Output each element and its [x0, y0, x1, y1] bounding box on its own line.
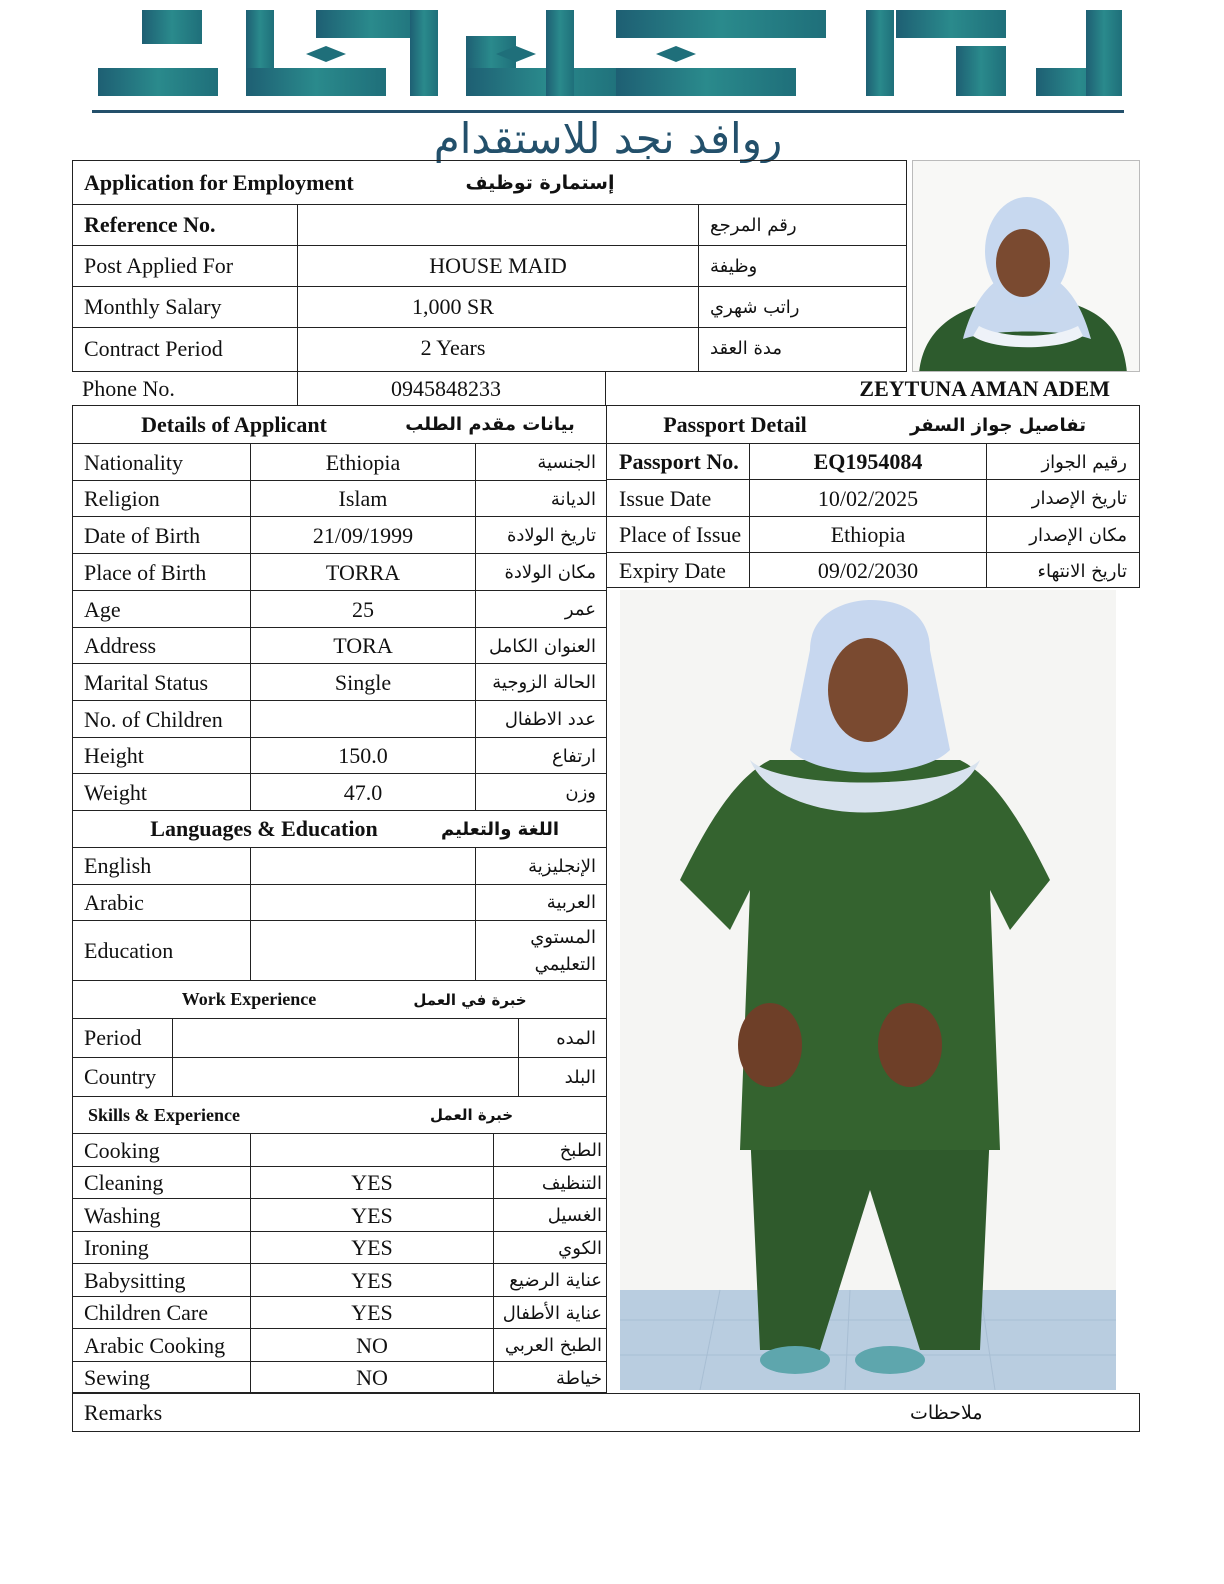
detail-label: Place of Birth: [84, 559, 207, 585]
applicant-portrait-photo: [912, 160, 1140, 372]
post-label: Post Applied For: [84, 253, 234, 278]
skill-label: Washing: [84, 1202, 161, 1228]
detail-label: Height: [84, 743, 144, 768]
applicant-name: ZEYTUNA AMAN ADEM: [859, 375, 1110, 401]
detail-value: 25: [352, 596, 374, 622]
detail-label: Address: [84, 633, 157, 658]
contract-label: Contract Period: [84, 336, 223, 361]
salary-label: Monthly Salary: [84, 294, 222, 319]
detail-label: Nationality: [84, 449, 183, 475]
skill-label-ar: الكوي: [558, 1237, 602, 1259]
detail-value: [251, 701, 475, 738]
detail-label-ar: مكان الولادة: [504, 562, 596, 583]
detail-value: 150.0: [338, 743, 388, 768]
english-value: [251, 848, 475, 884]
detail-value: Ethiopia: [325, 449, 401, 475]
period-label-ar: المده: [556, 1027, 596, 1049]
skill-label: Arabic Cooking: [84, 1332, 226, 1358]
skill-label-ar: التنظيف: [541, 1172, 602, 1194]
detail-value: TORRA: [325, 559, 401, 585]
skill-label-ar: الطبخ: [559, 1140, 602, 1161]
phone-label: Phone No.: [82, 375, 175, 401]
detail-label-ar: تاريخ الولادة: [506, 525, 596, 546]
skill-label: Cooking: [84, 1137, 160, 1163]
education-label-ar-line1: المستوي: [530, 927, 596, 948]
details-title-ar: بيانات مقدم الطلب: [405, 414, 575, 435]
detail-label: No. of Children: [84, 706, 223, 732]
detail-label-ar: الجنسية: [537, 452, 596, 473]
education-label-ar: [476, 921, 606, 980]
passport-value: 10/02/2025: [817, 485, 919, 511]
passport-value: EQ1954084: [813, 449, 923, 474]
english-label: English: [84, 853, 152, 878]
country-label-ar: البلد: [564, 1066, 596, 1088]
english-label-ar: الإنجليزية: [528, 855, 596, 877]
skill-label: Sewing: [84, 1365, 150, 1390]
work-title-ar: خبرة في العمل: [413, 990, 527, 1009]
skill-value: YES: [351, 1235, 393, 1260]
salary-value: 1,000 SR: [412, 294, 494, 319]
detail-label-ar: الحالة الزوجية: [492, 672, 596, 693]
detail-label: Religion: [84, 486, 160, 511]
passport-title-ar: تفاصيل جواز السفر: [910, 414, 1087, 436]
skill-label: Cleaning: [84, 1170, 164, 1195]
passport-label-ar: رقيم الجواز: [1041, 451, 1127, 473]
contract-label-ar: مدة العقد: [710, 337, 782, 359]
reference-value: [298, 205, 698, 245]
passport-label-ar: تاريخ الانتهاء: [1037, 560, 1127, 582]
arabic-label: Arabic: [84, 889, 144, 915]
languages-title-ar: اللغة والتعليم: [440, 818, 560, 840]
detail-label-ar: ارتفاع: [551, 745, 596, 767]
detail-label-ar: وزن: [565, 782, 596, 803]
applicant-full-body-photo: [620, 590, 1116, 1390]
agency-logo: [96, 6, 1124, 98]
remarks-label: Remarks: [84, 1399, 163, 1425]
passport-title-en: Passport Detail: [663, 412, 807, 437]
detail-value: TORA: [333, 633, 393, 658]
arabic-label-ar: العربية: [546, 892, 596, 913]
skills-title-en: Skills & Experience: [88, 1104, 240, 1125]
form-title-ar: إستمارة توظيف: [465, 172, 615, 194]
contract-value: 2 Years: [420, 335, 486, 360]
detail-label: Date of Birth: [84, 522, 201, 548]
skill-label-ar: خياطة: [555, 1367, 602, 1389]
salary-label-ar: راتب شهري: [710, 296, 800, 318]
work-title-en: Work Experience: [181, 989, 317, 1009]
passport-label-ar: مكان الإصدار: [1029, 524, 1127, 546]
details-title-en: Details of Applicant: [141, 411, 327, 437]
skill-label-ar: عناية الرضيع: [509, 1270, 602, 1291]
detail-value: Single: [334, 669, 392, 695]
passport-value: 09/02/2030: [817, 558, 919, 583]
education-label: Education: [84, 937, 174, 963]
post-label-ar: وظيفة: [710, 255, 758, 277]
post-value: HOUSE MAID: [429, 253, 567, 278]
passport-label: Passport No.: [619, 449, 739, 474]
detail-label-ar: عمر: [564, 599, 596, 620]
skill-value: [251, 1134, 493, 1167]
form-title-en: Application for Employment: [84, 170, 354, 195]
detail-value: Islam: [338, 486, 388, 511]
passport-value: Ethiopia: [830, 522, 906, 547]
skill-label-ar: عناية الأطفال: [502, 1302, 602, 1324]
detail-label: Age: [84, 596, 121, 622]
skill-value: NO: [356, 1365, 388, 1390]
languages-title-en: Languages & Education: [150, 816, 378, 841]
reference-label-ar: رقم المرجع: [710, 214, 797, 236]
skill-label: Babysitting: [84, 1267, 186, 1293]
reference-label: Reference No.: [84, 212, 216, 237]
detail-label-ar: عدد الاطفال: [504, 709, 596, 730]
passport-label: Issue Date: [619, 485, 712, 511]
skill-label-ar: الطبخ العربي: [504, 1335, 602, 1356]
country-value: [173, 1058, 518, 1096]
skills-title-ar: خبرة العمل: [430, 1106, 514, 1124]
passport-label: Expiry Date: [619, 558, 726, 583]
skill-value: YES: [351, 1300, 393, 1325]
passport-label-ar: تاريخ الإصدار: [1031, 488, 1127, 509]
skill-label: Ironing: [84, 1235, 149, 1260]
skill-label-ar: الغسيل: [547, 1205, 602, 1226]
logo-divider: [92, 110, 1124, 113]
phone-value: 0945848233: [391, 375, 501, 401]
skill-value: YES: [351, 1202, 393, 1228]
detail-label: Weight: [84, 779, 147, 805]
detail-label-ar: الديانة: [550, 488, 596, 510]
remarks-label-ar: ملاحظات: [910, 1401, 983, 1424]
skill-value: YES: [351, 1267, 393, 1293]
education-value: [251, 921, 475, 980]
education-label-ar-line2: التعليمي: [534, 954, 596, 975]
period-value: [173, 1019, 518, 1057]
detail-value: 21/09/1999: [312, 522, 414, 548]
skill-label: Children Care: [84, 1300, 209, 1325]
logo-arabic-wordmark: روافد نجد للاستقدام: [433, 115, 783, 163]
arabic-value: [251, 885, 475, 920]
detail-label: Marital Status: [84, 669, 209, 695]
country-label: Country: [84, 1064, 157, 1089]
passport-label: Place of Issue: [619, 522, 742, 547]
skill-value: NO: [356, 1332, 388, 1358]
skill-value: YES: [351, 1170, 393, 1195]
detail-label-ar: العنوان الكامل: [488, 635, 596, 657]
detail-value: 47.0: [343, 779, 383, 805]
period-label: Period: [84, 1025, 142, 1050]
